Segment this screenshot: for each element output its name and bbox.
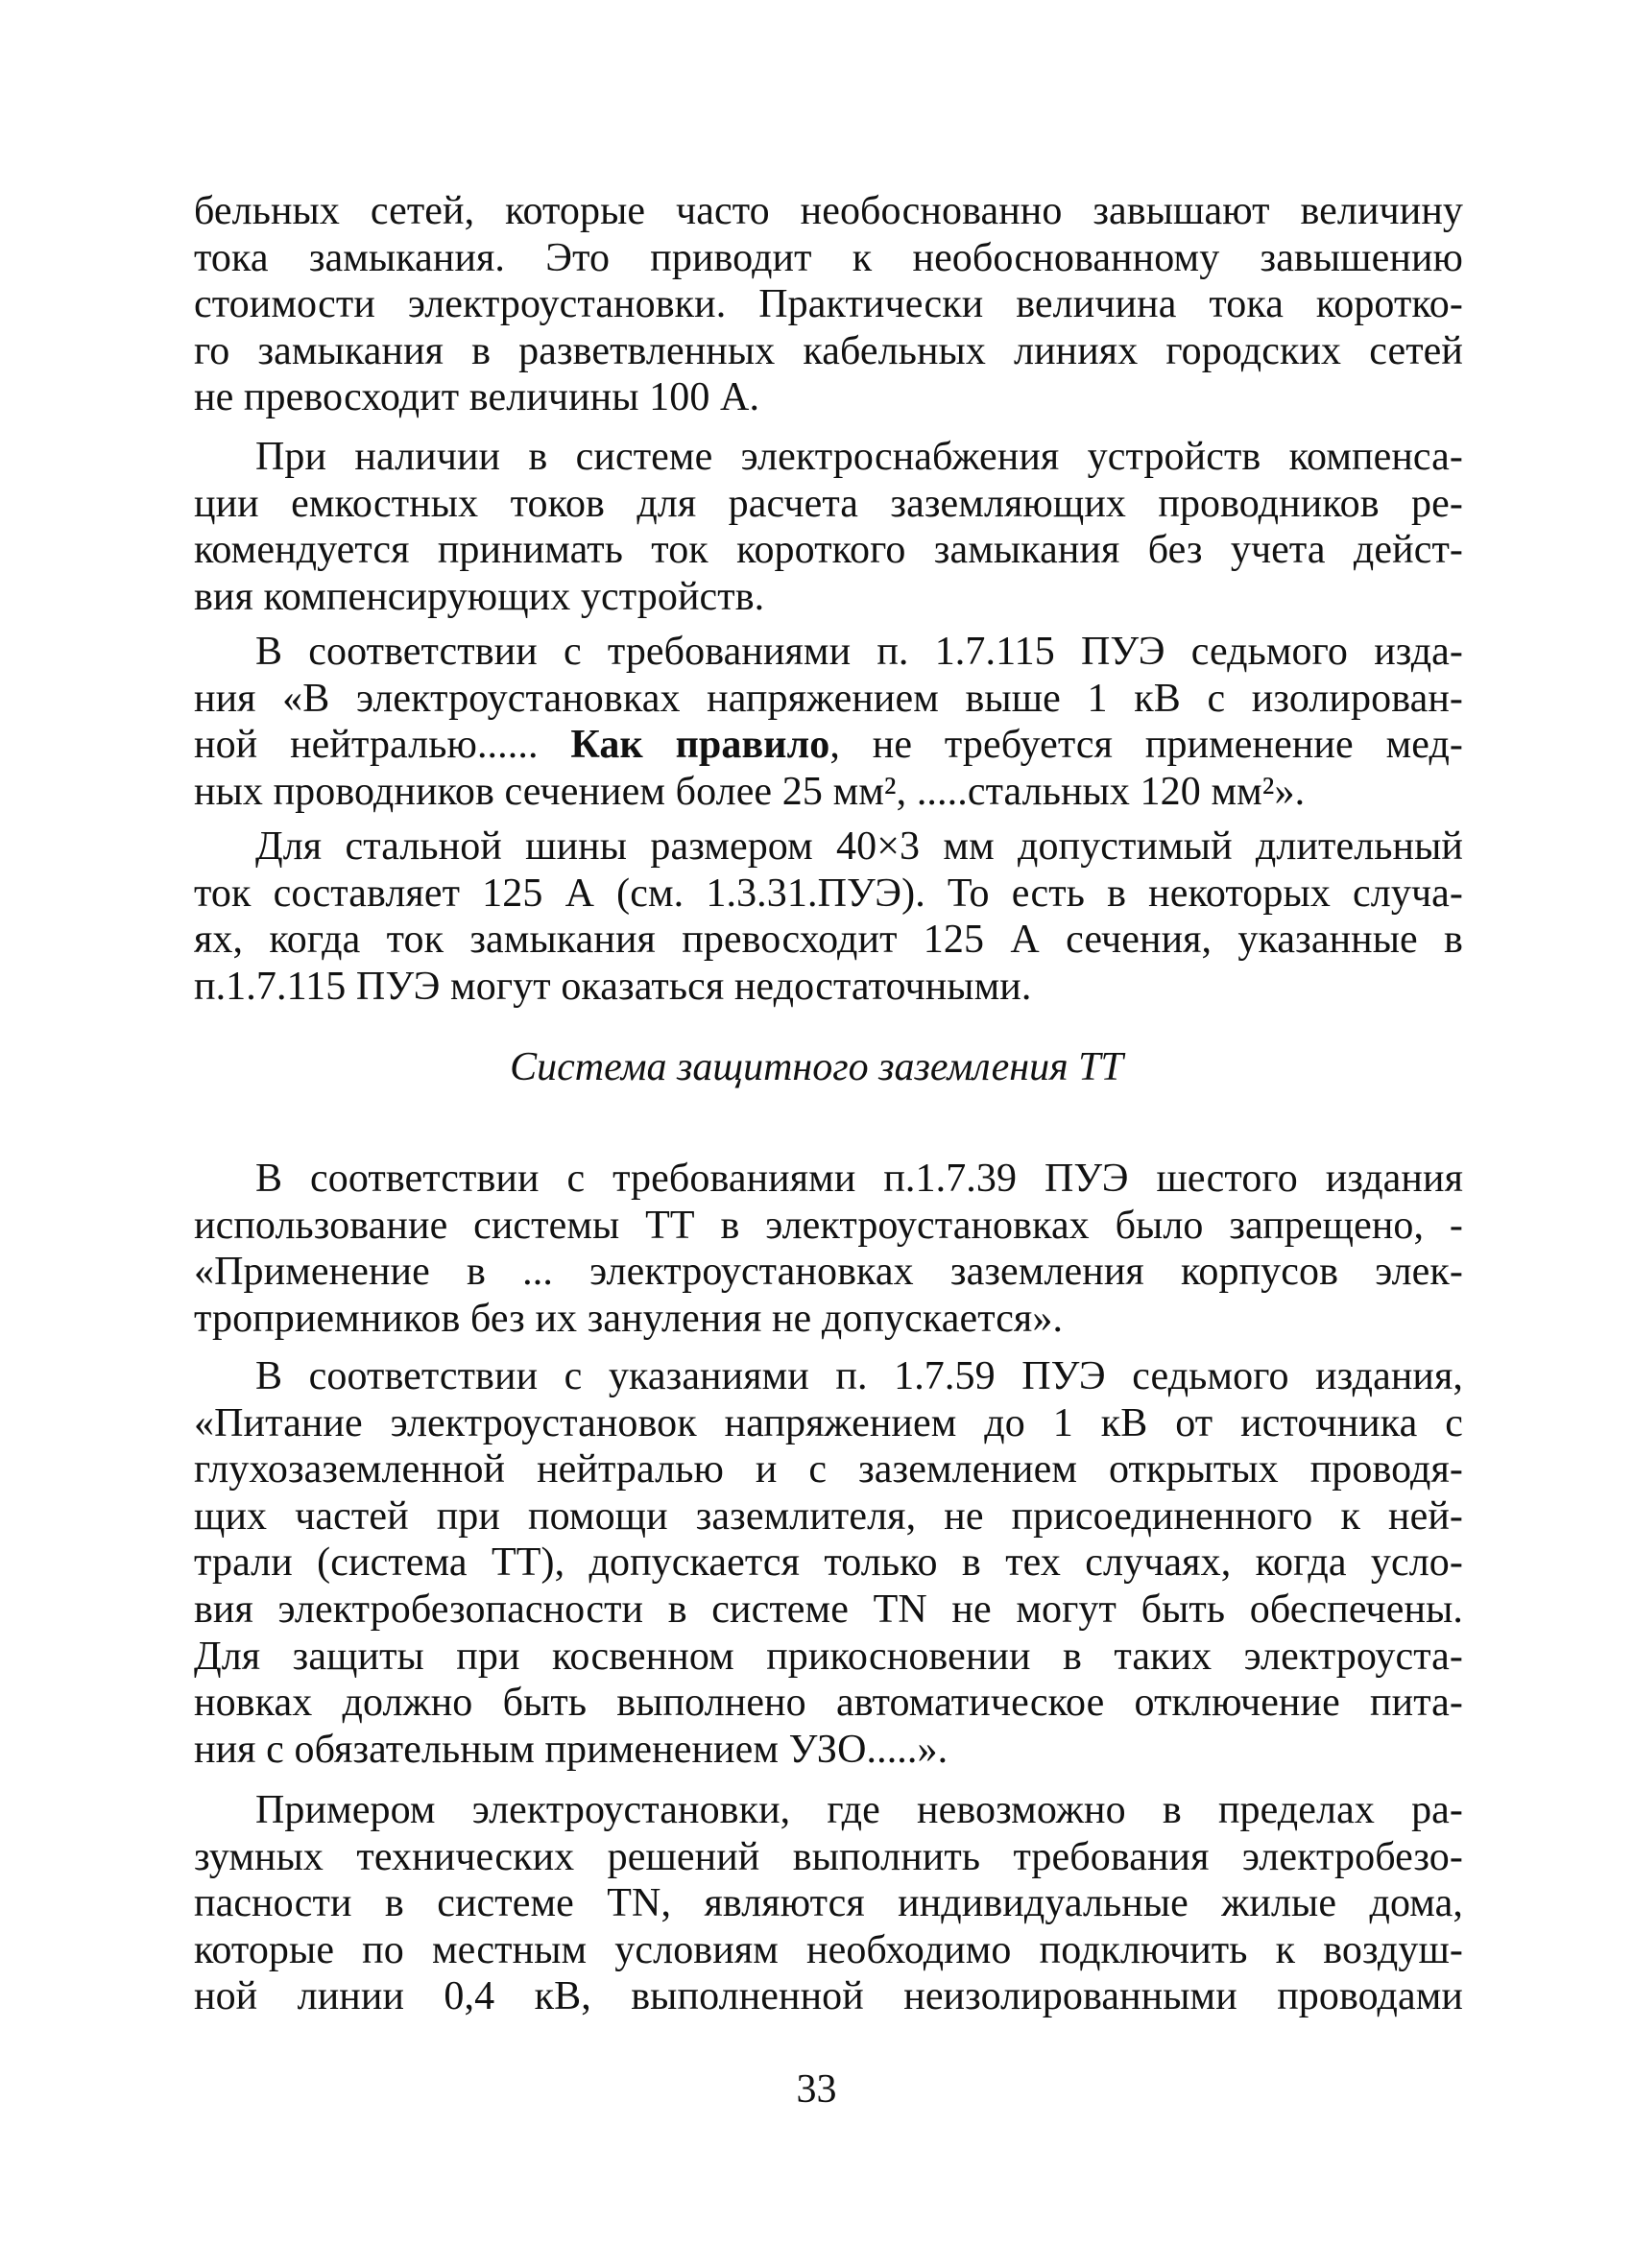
text-line: «Питание электроустановок напряжением до 1 кВ от источника с xyxy=(194,1400,1463,1445)
text-line: В соответствии с указаниями п. 1.7.59 ПУЭ седьмого издания, xyxy=(255,1354,1463,1398)
text-line: ния с обязательным применением УЗО.....». xyxy=(194,1727,949,1772)
text-line: троприемников без их зануления не допускается». xyxy=(194,1296,1064,1341)
text-line: не превосходит величины 100 А. xyxy=(194,375,760,420)
text-line: «Применение в ... электроустановках заземления корпусов элек- xyxy=(194,1250,1463,1295)
text-line: ной линии 0,4 кВ, выполненной неизолированными проводами xyxy=(194,1974,1463,2019)
text-line: трали (система ТТ), допускается только в тех случаях, когда усло- xyxy=(194,1540,1463,1586)
text-line: комендуется принимать ток короткого замыкания без учета дейст- xyxy=(194,528,1463,573)
text-line: п.1.7.115 ПУЭ могут оказаться недостаточными. xyxy=(194,964,1032,1009)
bold-phrase: Как правило xyxy=(570,723,830,768)
text-line: ции емкостных токов для расчета заземляющих проводников ре- xyxy=(194,481,1463,526)
text-line: Для стальной шины размером 40×3 мм допустимый длительный xyxy=(255,824,1463,869)
section-heading: Система защитного заземления ТТ xyxy=(510,1045,1123,1089)
paragraph-pue-1-7-115 xyxy=(194,629,1463,815)
text-line: тока замыкания. Это приводит к необоснованному завышению xyxy=(194,235,1463,280)
text-line: ток составляет 125 А (см. 1.3.31.ПУЭ). То есть в некоторых случа- xyxy=(194,871,1463,916)
text-line xyxy=(194,722,1463,769)
text-line: Примером электроустановки, где невозможно в пределах ра- xyxy=(255,1788,1463,1832)
text-line: При наличии в системе электроснабжения устройств компенса- xyxy=(255,435,1463,479)
paragraph-steel-bus xyxy=(194,824,1463,1010)
text-fragment: , не требуется применение мед- xyxy=(829,723,1464,768)
text-line: глухозаземленной нейтралью и с заземлением открытых проводя- xyxy=(194,1447,1463,1492)
text-line: вия компенсирующих устройств. xyxy=(194,574,765,619)
text-line: использование системы ТТ в электроустановках было запрещено, - xyxy=(194,1203,1463,1248)
paragraph-continuation xyxy=(194,188,1463,421)
text-line: Для защиты при косвенном прикосновении в таких электроуста- xyxy=(194,1634,1463,1679)
text-line: щих частей при помощи заземлителя, не присоединенного к ней- xyxy=(194,1493,1463,1539)
text-line: В соответствии с требованиями п. 1.7.115 ПУЭ седьмого изда- xyxy=(255,630,1463,674)
text-line: ния «В электроустановках напряжением выше 1 кВ с изолирован- xyxy=(194,676,1463,721)
text-fragment: ной нейтралью...... xyxy=(194,723,571,768)
text-line: которые по местным условиям необходимо подключить к воздуш- xyxy=(194,1927,1463,1972)
paragraph-compensation xyxy=(194,434,1463,620)
paragraph-example xyxy=(194,1787,1463,2020)
text-line: ях, когда ток замыкания превосходит 125 А сечения, указанные в xyxy=(194,918,1463,963)
text-line: го замыкания в разветвленных кабельных линиях городских сетей xyxy=(194,328,1463,373)
text-line: пасности в системе TN, являются индивидуальные жилые дома, xyxy=(194,1881,1463,1926)
text-line: новках должно быть выполнено автоматическое отключение пита- xyxy=(194,1681,1463,1726)
text-line: В соответствии с требованиями п.1.7.39 ПУЭ шестого издания xyxy=(255,1157,1463,1201)
text-line: зумных технических решений выполнить требования электробезо- xyxy=(194,1834,1463,1879)
paragraph-pue-1-7-39 xyxy=(194,1156,1463,1342)
text-line: стоимости электроустановки. Практически величина тока коротко- xyxy=(194,282,1463,327)
text-line: вия электробезопасности в системе TN не могут быть обеспечены. xyxy=(194,1587,1463,1632)
text-line: бельных сетей, которые часто необоснованно завышают величину xyxy=(194,189,1463,233)
page-number: 33 xyxy=(796,2067,837,2112)
paragraph-pue-1-7-59 xyxy=(194,1353,1463,1773)
text-line: ных проводников сечением более 25 мм², .....стальных 120 мм²». xyxy=(194,769,1306,814)
